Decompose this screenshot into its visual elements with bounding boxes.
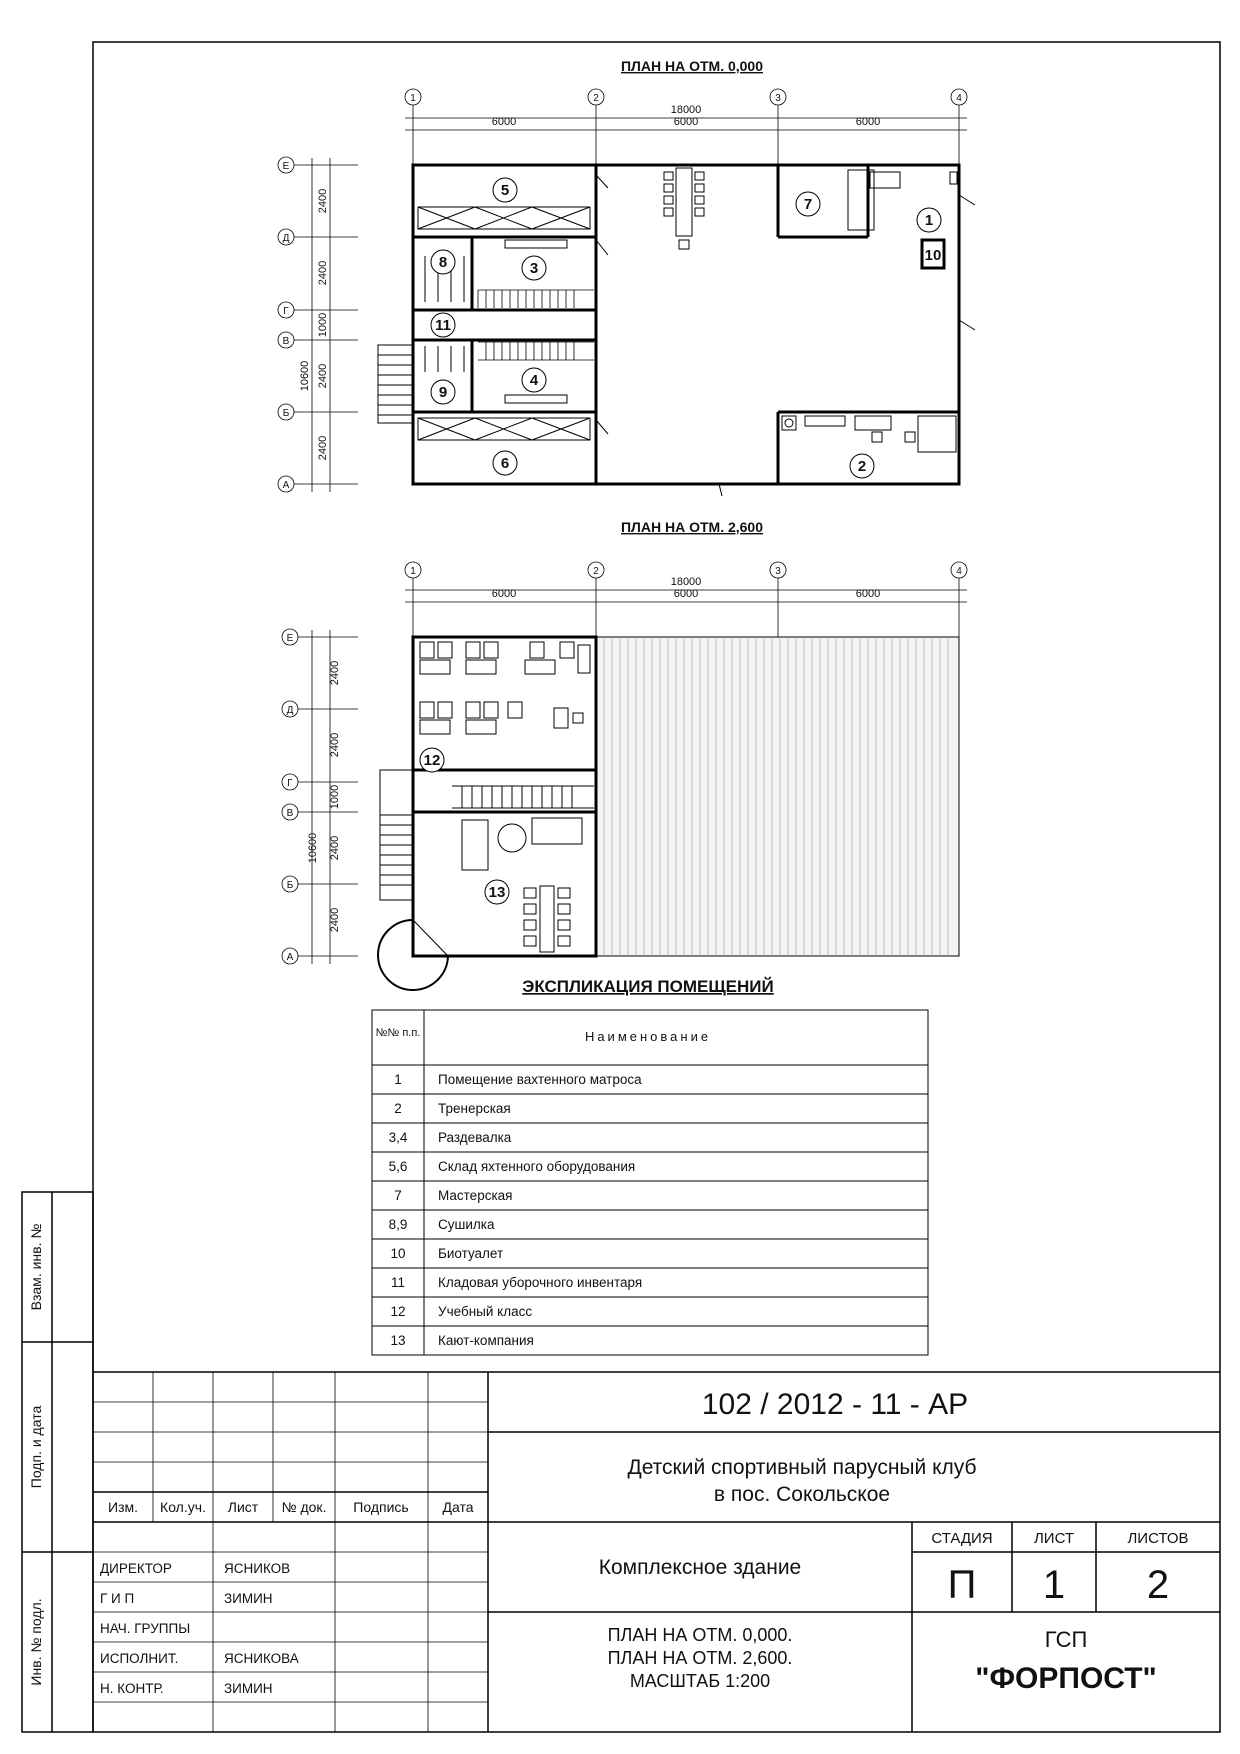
room-label: 2: [857, 458, 867, 475]
side-inv: Инв. № подл.: [28, 1598, 44, 1686]
side-vzam: Взам. инв. №: [28, 1223, 44, 1311]
dim-span: 6000: [491, 588, 517, 600]
signer-role: Н. КОНТР.: [100, 1681, 164, 1696]
plan-level-0: [278, 58, 975, 496]
row-num: 13: [390, 1333, 406, 1348]
room-label: 6: [500, 455, 510, 472]
col-header: Лист: [227, 1499, 259, 1515]
header-num: №№ п.п.: [375, 1027, 421, 1039]
row-num: 7: [394, 1188, 402, 1203]
sheet-value: 1: [1042, 1563, 1066, 1607]
plan-level-2600: [282, 519, 967, 990]
signer-role: Г И П: [100, 1591, 135, 1606]
explication-table: [372, 977, 928, 1355]
plan2-title: ПЛАН НА ОТМ. 2,600: [620, 519, 764, 535]
dim-span: 6000: [855, 588, 881, 600]
room-label: 13: [488, 884, 506, 901]
axis-V: В: [286, 808, 294, 819]
row-num: 1: [394, 1072, 402, 1087]
axis-1: 1: [410, 566, 416, 577]
room-label: 11: [435, 317, 451, 334]
room-label: 12: [423, 752, 441, 769]
room-label: 1: [924, 212, 934, 229]
row-name: Биотуалет: [438, 1246, 504, 1261]
row-num: 8,9: [388, 1217, 408, 1232]
axis-4: 4: [956, 566, 962, 577]
building-name: Комплексное здание: [598, 1556, 802, 1579]
sheet-line3: МАСШТАБ 1:200: [629, 1671, 771, 1691]
signer-role: ИСПОЛНИТ.: [100, 1651, 179, 1666]
axis-3: 3: [775, 93, 781, 104]
axis-D: Д: [286, 705, 294, 716]
row-num: 11: [390, 1275, 406, 1290]
axis-B: Б: [286, 880, 294, 891]
room-label: 5: [500, 182, 510, 199]
axis-E: Е: [282, 161, 290, 172]
col-header: Подпись: [353, 1499, 409, 1515]
row-name: Кладовая уборочного инвентаря: [438, 1275, 643, 1290]
row-name: Мастерская: [438, 1188, 513, 1203]
dim-row: 1000: [317, 312, 329, 338]
room-label: 8: [438, 254, 448, 271]
dim-row: 2400: [317, 363, 329, 389]
sheets-label: ЛИСТОВ: [1127, 1530, 1189, 1547]
room-label: 3: [529, 260, 539, 277]
axis-V: В: [282, 336, 290, 347]
col-header: Кол.уч.: [160, 1499, 206, 1515]
dim-overall: 18000: [670, 576, 702, 588]
row-name: Кают-компания: [438, 1333, 534, 1348]
col-header: Дата: [442, 1499, 474, 1515]
org-line1: ГСП: [1044, 1627, 1088, 1652]
col-header: Изм.: [108, 1499, 138, 1515]
row-name: Склад яхтенного оборудования: [438, 1159, 636, 1174]
explication-title: ЭКСПЛИКАЦИЯ ПОМЕЩЕНИЙ: [522, 977, 774, 996]
dim-depth: 10600: [307, 832, 319, 864]
axis-3: 3: [775, 566, 781, 577]
axis-D: Д: [282, 233, 290, 244]
axis-B: Б: [282, 408, 290, 419]
room-label: 7: [803, 196, 813, 213]
signer-role: НАЧ. ГРУППЫ: [100, 1621, 191, 1636]
axis-1: 1: [410, 93, 416, 104]
room-label: 9: [438, 384, 448, 401]
row-name: Помещение вахтенного матроса: [438, 1072, 642, 1087]
title-block: [93, 1372, 1220, 1732]
stage-value: П: [947, 1563, 977, 1607]
signer-name: ЯСНИКОВА: [224, 1651, 299, 1666]
org-line2: "ФОРПОСТ": [975, 1662, 1157, 1695]
row-name: Раздевалка: [438, 1130, 512, 1145]
signer-name: ЗИМИН: [224, 1681, 273, 1696]
dim-span: 6000: [855, 116, 881, 128]
axis-A: А: [282, 480, 290, 491]
row-name: Тренерская: [438, 1101, 511, 1116]
plan1-title: ПЛАН НА ОТМ. 0,000: [620, 58, 764, 74]
row-name: Учебный класс: [438, 1304, 533, 1319]
dim-overall: 18000: [670, 104, 702, 116]
header-name: Наименование: [584, 1029, 712, 1044]
axis-4: 4: [956, 93, 962, 104]
axis-2: 2: [593, 93, 599, 104]
dim-row: 2400: [317, 188, 329, 214]
signer-role: ДИРЕКТОР: [100, 1561, 172, 1576]
side-stamp: [22, 1192, 93, 1732]
side-podp: Подп. и дата: [28, 1405, 44, 1489]
project-line2: в пос. Сокольское: [713, 1483, 891, 1506]
dim-span: 6000: [673, 588, 699, 600]
dim-row: 1000: [329, 784, 341, 810]
dim-depth: 10600: [299, 360, 311, 392]
dim-row: 2400: [317, 435, 329, 461]
col-header: № док.: [281, 1499, 327, 1515]
stage-label: СТАДИЯ: [931, 1530, 993, 1547]
sheet-line2: ПЛАН НА ОТМ. 2,600.: [607, 1648, 793, 1668]
dim-row: 2400: [329, 907, 341, 933]
dim-row: 2400: [329, 732, 341, 758]
row-num: 5,6: [388, 1159, 408, 1174]
sheet-line1: ПЛАН НА ОТМ. 0,000.: [607, 1625, 793, 1645]
roof-area: [596, 637, 959, 956]
row-num: 3,4: [388, 1130, 408, 1145]
signer-name: ЗИМИН: [224, 1591, 273, 1606]
sheet-label: ЛИСТ: [1033, 1530, 1075, 1547]
axis-E: Е: [286, 633, 294, 644]
doc-code: 102 / 2012 - 11 - АР: [701, 1388, 969, 1421]
room-label: 4: [529, 372, 539, 389]
dim-row: 2400: [329, 660, 341, 686]
dim-span: 6000: [491, 116, 517, 128]
axis-G: Г: [283, 306, 289, 317]
row-name: Сушилка: [438, 1217, 495, 1232]
row-num: 2: [394, 1101, 402, 1116]
dim-row: 2400: [329, 835, 341, 861]
room-label: 10: [924, 247, 942, 264]
row-num: 10: [390, 1246, 406, 1261]
row-num: 12: [390, 1304, 406, 1319]
signer-name: ЯСНИКОВ: [224, 1561, 291, 1576]
dim-span: 6000: [673, 116, 699, 128]
dim-row: 2400: [317, 260, 329, 286]
axis-G: Г: [287, 778, 293, 789]
axis-A: А: [286, 952, 294, 963]
project-line1: Детский спортивный парусный клуб: [627, 1456, 977, 1479]
sheets-value: 2: [1146, 1563, 1170, 1607]
axis-2: 2: [593, 566, 599, 577]
